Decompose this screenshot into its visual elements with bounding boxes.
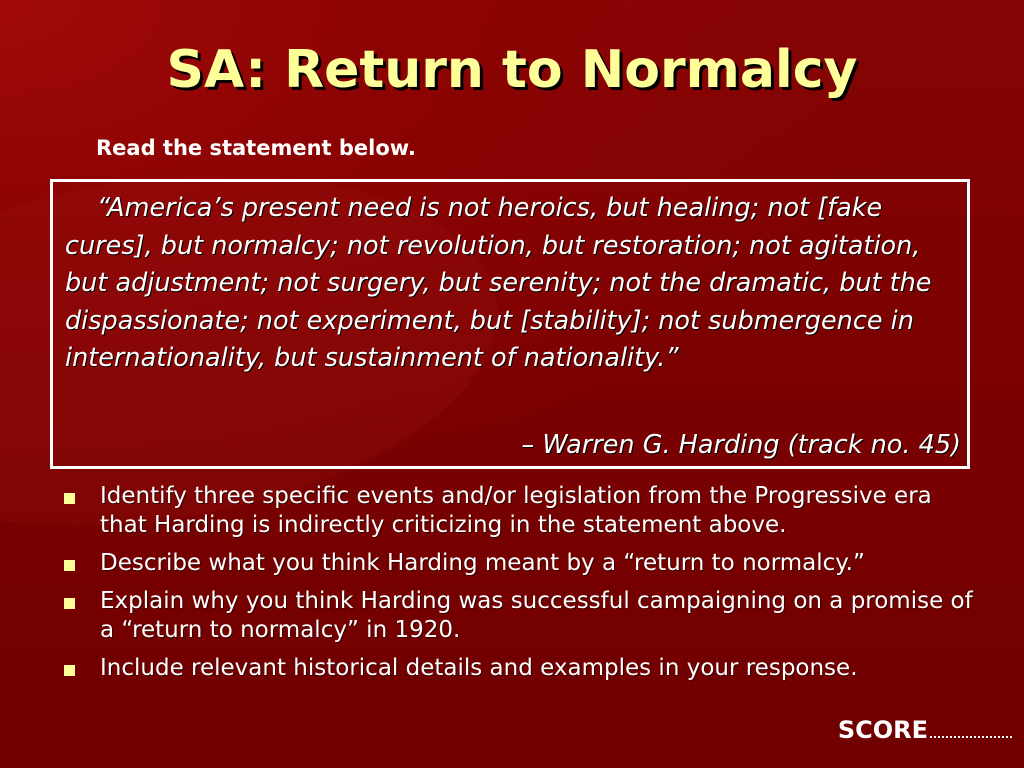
bullet-text: Include relevant historical details and examples in your response. <box>100 655 858 681</box>
instruction-text: Read the statement below. <box>96 136 416 160</box>
bullet-list <box>62 482 982 692</box>
bullet-item <box>62 587 982 645</box>
quote-attribution: – Warren G. Harding (track no. 45) <box>521 430 961 460</box>
quote-text: “America’s present need is not heroics, but healing; not [fake cures], but normalcy; not revolution, but restoration; not agitation, but adjustment; not surgery, but serenity; not the dramatic, but the dispassionate; not experiment, but [stability]; not submergence in internationality, but sustainment of nationality.” <box>65 193 932 373</box>
bullet-item <box>62 654 982 683</box>
bullet-text: Identify three specific events and/or legislation from the Progressive era that Harding is indirectly criticizing in the statement above. <box>100 483 932 538</box>
bullet-text: Explain why you think Harding was successful campaigning on a promise of a “return to normalcy” in 1920. <box>100 588 973 643</box>
square-bullet-icon <box>64 493 75 504</box>
square-bullet-icon <box>64 598 75 609</box>
bullet-text: Describe what you think Harding meant by a “return to normalcy.” <box>100 550 865 576</box>
score-label: SCORE <box>837 716 928 744</box>
square-bullet-icon <box>64 665 75 676</box>
score-field <box>838 716 1012 744</box>
bullet-item <box>62 482 982 540</box>
score-blank-line[interactable] <box>930 716 1012 738</box>
square-bullet-icon <box>64 560 75 571</box>
bullet-item <box>62 549 982 578</box>
quote-box <box>50 179 970 469</box>
slide-title: SA: Return to Normalcy <box>166 40 858 100</box>
